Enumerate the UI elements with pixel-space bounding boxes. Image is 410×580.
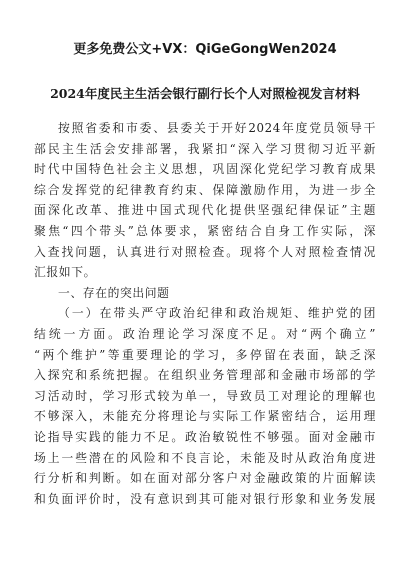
paragraph-line: 汇报如下。 — [34, 265, 96, 280]
document-body — [34, 118, 376, 509]
paragraph-line: （一）在带头严守政治纪律和政治规矩、维护党的团 — [58, 306, 376, 321]
paragraph-line: 入查找问题，认真进行对照检查。现将个人对照检查情况 — [34, 244, 376, 259]
paragraph-line: 综合发挥党的纪律教育约束、保障激励作用，为进一步全 — [34, 182, 376, 197]
paragraph-line: 和负面评价时，没有意识到其可能对银行形象和业务发展 — [34, 491, 376, 506]
paragraph-line: 论指导实践的能力不足。政治敏锐性不够强。面对金融市 — [34, 429, 376, 444]
paragraph-line: 不够深入，未能充分将理论与实际工作紧密结合，运用理 — [34, 409, 376, 424]
paragraph-line: 习活动时，学习形式较为单一，导致员工对理论的理解也 — [34, 388, 376, 403]
paragraph-line: “两个维护”等重要理论的学习，多停留在表面，缺乏深 — [34, 347, 376, 362]
paragraph-line: 入探究和系统把握。在组织业务管理部和金融市场部的学 — [34, 368, 376, 383]
paragraph-line: 面深化改革、推进中国式现代化提供坚强纪律保证”主题 — [34, 203, 376, 218]
paragraph-line: 聚焦“四个带头”总体要求，紧密结合自身工作实际，深 — [34, 223, 376, 238]
paragraph-line: 行分析和判断。如在面对部分客户对金融政策的片面解读 — [34, 471, 376, 486]
watermark-header: 更多免费公文+VX：QiGeGongWen2024 — [73, 42, 337, 57]
paragraph-line: 场上一些潜在的风险和不良言论，未能及时从政治角度进 — [34, 450, 376, 465]
document-title: 2024年度民主生活会银行副行长个人对照检视发言材料 — [50, 86, 360, 101]
paragraph-line: 时代中国特色社会主义思想，巩固深化党纪学习教育成果 — [34, 162, 376, 177]
paragraph-line: 部民主生活会安排部署，我紧扣“深入学习贯彻习近平新 — [34, 141, 376, 156]
paragraph-line: 结统一方面。政治理论学习深度不足。对“两个确立” — [34, 326, 376, 341]
section-heading: 一、存在的突出问题 — [58, 285, 170, 300]
paragraph-line: 按照省委和市委、县委关于开好2024年度党员领导干 — [58, 121, 376, 135]
